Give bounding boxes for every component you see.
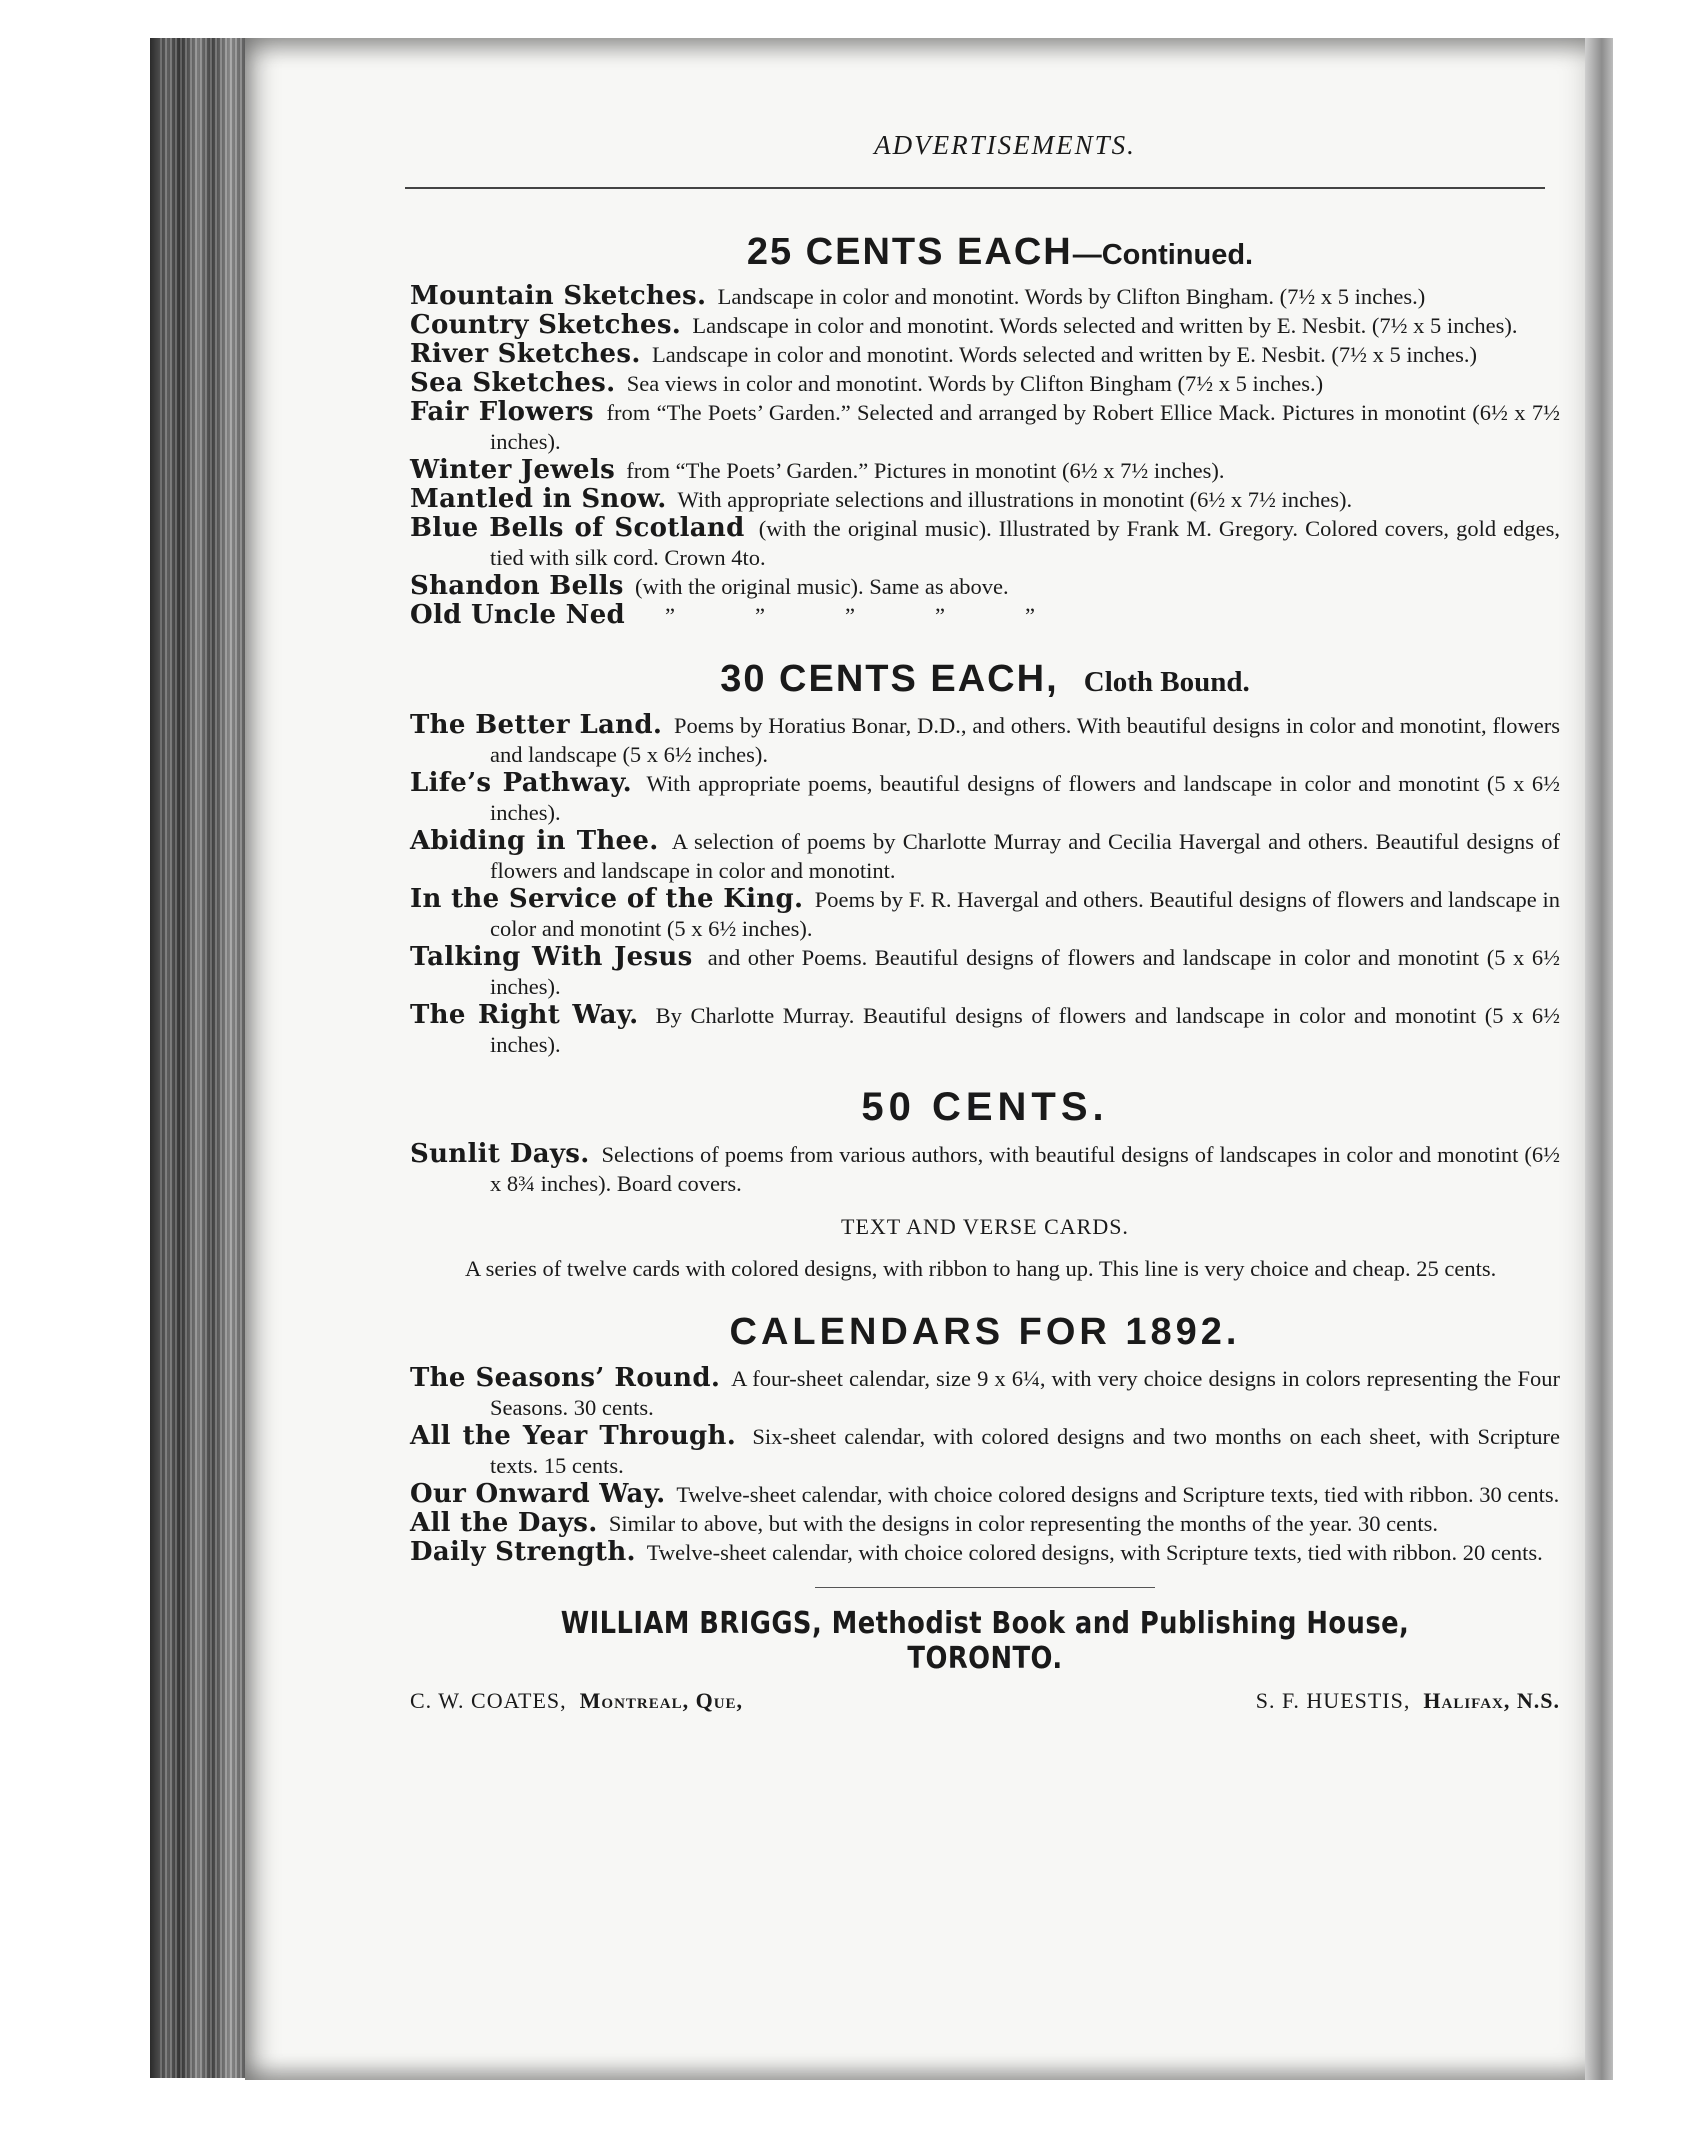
entry-text: from “The Poets’ Garden.” Pictures in monotint (6½ x 7½ inches). xyxy=(626,458,1225,483)
section-heading-text: CALENDARS FOR 1892. xyxy=(729,1311,1241,1353)
list-item xyxy=(410,1001,1560,1059)
paragraph-verse-cards: A series of twelve cards with colored designs, with ribbon to hang up. This line is very choice and cheap. 25 cents. xyxy=(465,1256,1497,1281)
list-item xyxy=(410,456,1560,485)
entry-text: Twelve-sheet calendar, with choice colored designs, with Scripture texts, tied with ribbon. 20 cents. xyxy=(646,1540,1543,1565)
entry-title: Country Sketches. xyxy=(410,310,682,340)
list-item xyxy=(410,282,1560,311)
ditto-mark: ” xyxy=(935,603,946,628)
agent-left-place: Montreal, Que, xyxy=(579,1688,744,1713)
entry-text: With appropriate poems, beautiful designs of flowers and landscape in color and monotint (5 x 6½ inches). xyxy=(490,771,1560,825)
entry-title: Life’s Pathway. xyxy=(410,768,632,798)
entry-title: In the Service of the King. xyxy=(410,884,804,914)
subheading-text-verse-cards: TEXT AND VERSE CARDS. xyxy=(841,1214,1129,1239)
section-heading-text: 25 CENTS EACH xyxy=(746,231,1073,273)
list-item xyxy=(410,1480,1560,1509)
list-item xyxy=(410,943,1560,1001)
running-head: ADVERTISEMENTS. xyxy=(874,130,1136,160)
entry-title: Blue Bells of Scotland xyxy=(410,513,745,543)
entry-title: Winter Jewels xyxy=(410,455,616,485)
entry-title: Old Uncle Ned xyxy=(410,600,626,630)
list-item xyxy=(410,398,1560,456)
entry-title: Talking With Jesus xyxy=(410,942,693,972)
list-item xyxy=(410,485,1560,514)
list-item xyxy=(410,827,1560,885)
page-right-edge xyxy=(1585,38,1613,2080)
entry-title: Our Onward Way. xyxy=(410,1479,666,1509)
page-content xyxy=(410,130,1560,1714)
section-heading-text: 50 CENTS. xyxy=(861,1085,1109,1129)
entry-title: All the Days. xyxy=(410,1508,598,1538)
entry-text: Landscape in color and monotint. Words selected and written by E. Nesbit. (7½ x 5 inches.) xyxy=(651,342,1478,367)
list-item xyxy=(410,340,1560,369)
entry-text: (with the original music). Same as above. xyxy=(634,574,1009,599)
entry-title: Sunlit Days. xyxy=(410,1139,590,1169)
section-25-cents-entries xyxy=(410,282,1560,630)
section-heading-30-cents xyxy=(410,658,1560,701)
header-rule xyxy=(405,187,1545,189)
agent-right-place: Halifax, N.S. xyxy=(1423,1688,1560,1713)
entry-title: The Better Land. xyxy=(410,710,663,740)
entry-text: Sea views in color and monotint. Words by Clifton Bingham (7½ x 5 inches.) xyxy=(626,371,1324,396)
list-item-ditto xyxy=(410,601,1560,630)
agents-line xyxy=(410,1688,1560,1714)
entry-text: Similar to above, but with the designs in color representing the months of the year. 30 cents. xyxy=(608,1511,1439,1536)
entry-title: Shandon Bells xyxy=(410,571,624,601)
entry-text: Twelve-sheet calendar, with choice colored designs and Scripture texts, tied with ribbon. 30 cents. xyxy=(676,1482,1560,1507)
entry-text: from “The Poets’ Garden.” Selected and arranged by Robert Ellice Mack. Pictures in monotint (6½ x 7½ inches). xyxy=(490,400,1560,454)
ditto-mark: ” xyxy=(755,603,766,628)
entry-title: Fair Flowers xyxy=(410,397,594,427)
entry-text: Selections of poems from various authors, with beautiful designs of landscapes in color and monotint (6½ x 8¾ inches). Board covers. xyxy=(490,1142,1560,1196)
list-item xyxy=(410,369,1560,398)
agent-right xyxy=(1256,1688,1560,1714)
section-heading-25-cents xyxy=(440,231,1560,274)
list-item xyxy=(410,1364,1560,1422)
section-heading-calendars xyxy=(410,1311,1560,1354)
agent-right-name: S. F. HUESTIS, xyxy=(1255,1688,1411,1713)
agent-left xyxy=(410,1688,743,1714)
list-item xyxy=(410,769,1560,827)
entry-text: Landscape in color and monotint. Words selected and written by E. Nesbit. (7½ x 5 inches). xyxy=(692,313,1518,338)
list-item xyxy=(410,885,1560,943)
entry-title: Daily Strength. xyxy=(410,1537,636,1567)
entry-title: Abiding in Thee. xyxy=(410,826,659,856)
list-item xyxy=(410,1422,1560,1480)
entry-title: River Sketches. xyxy=(410,339,641,369)
entry-text: With appropriate selections and illustrations in monotint (6½ x 7½ inches). xyxy=(677,487,1353,512)
agent-left-name: C. W. COATES, xyxy=(410,1688,567,1713)
footer-rule xyxy=(815,1587,1155,1588)
list-item xyxy=(410,711,1560,769)
entry-title: Sea Sketches. xyxy=(410,368,616,398)
entry-text: A selection of poems by Charlotte Murray and Cecilia Havergal and others. Beautiful designs of flowers and landscape in color and monotint. xyxy=(490,829,1560,883)
entry-title: The Right Way. xyxy=(410,1000,639,1030)
entry-text: Landscape in color and monotint. Words by Clifton Bingham. (7½ x 5 inches.) xyxy=(717,284,1426,309)
ditto-mark: ” xyxy=(845,603,856,628)
entry-title: Mantled in Snow. xyxy=(410,484,667,514)
section-heading-suffix: Cloth Bound. xyxy=(1083,666,1250,698)
list-item xyxy=(410,1140,1560,1198)
entry-title: All the Year Through. xyxy=(410,1421,737,1451)
list-item xyxy=(410,311,1560,340)
entry-text: and other Poems. Beautiful designs of flowers and landscape in color and monotint (5 x 6½ inches). xyxy=(490,945,1561,999)
section-30-cents-entries xyxy=(410,711,1560,1059)
list-item xyxy=(410,572,1560,601)
entry-title: The Seasons’ Round. xyxy=(410,1363,721,1393)
list-item xyxy=(410,1509,1560,1538)
list-item xyxy=(410,514,1560,572)
section-heading-50-cents xyxy=(410,1085,1560,1130)
entry-text: A four-sheet calendar, size 9 x 6¼, with very choice designs in colors representing the Four Seasons. 30 cents. xyxy=(490,1366,1560,1420)
entry-text: (with the original music). Illustrated by Frank M. Gregory. Colored covers, gold edges, tied with silk cord. Crown 4to. xyxy=(490,516,1560,570)
list-item xyxy=(410,1538,1560,1567)
entry-text: By Charlotte Murray. Beautiful designs of flowers and landscape in color and monotint (5 x 6½ inches). xyxy=(490,1003,1561,1057)
entry-text: Six-sheet calendar, with colored designs and two months on each sheet, with Scripture texts. 15 cents. xyxy=(490,1424,1561,1478)
entry-text: Poems by Horatius Bonar, D.D., and others. With beautiful designs in color and monotint, flowers and landscape (5 x 6½ inches). xyxy=(490,713,1560,767)
entry-title: Mountain Sketches. xyxy=(410,281,707,311)
section-calendars-entries xyxy=(410,1364,1560,1567)
section-heading-text: 30 CENTS EACH, xyxy=(720,658,1059,700)
publisher-imprint: WILLIAM BRIGGS, Methodist Book and Publishing House, TORONTO. xyxy=(560,1606,1410,1676)
section-heading-suffix: —Continued. xyxy=(1072,239,1254,271)
entry-text: Poems by F. R. Havergal and others. Beautiful designs of flowers and landscape in color and monotint (5 x 6½ inches). xyxy=(490,887,1560,941)
ditto-mark: ” xyxy=(1025,603,1036,628)
page-edges xyxy=(160,38,246,2078)
ditto-mark: ” xyxy=(665,603,676,628)
